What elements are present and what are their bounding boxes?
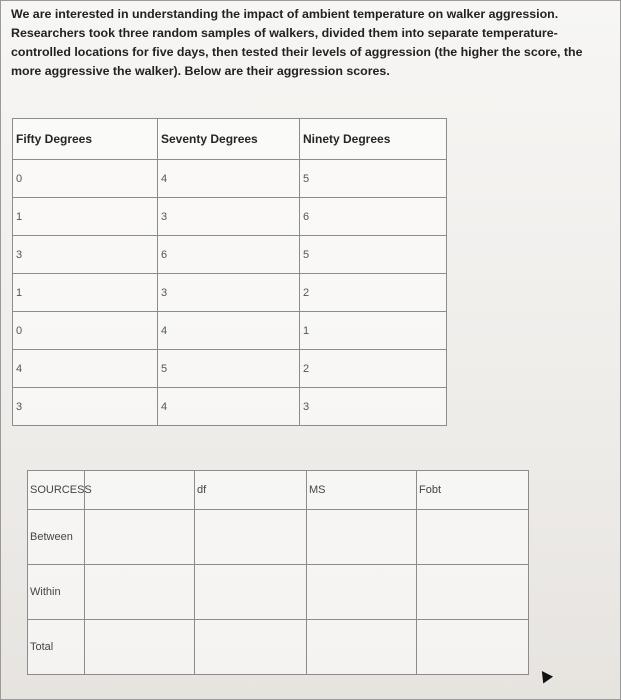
header-seventy-degrees: Seventy Degrees (158, 119, 300, 160)
header-df: df (195, 471, 307, 510)
score-cell: 3 (13, 236, 158, 274)
score-cell: 4 (13, 350, 158, 388)
header-fobt: Fobt (417, 471, 529, 510)
table-header-row (13, 119, 447, 160)
score-cell: 3 (300, 388, 447, 426)
score-cell: 1 (13, 198, 158, 236)
score-cell: 2 (300, 274, 447, 312)
source-label-within: Within (28, 565, 85, 620)
table-row (13, 198, 447, 236)
aggression-scores-table (12, 118, 447, 426)
anova-header-source-ss (28, 471, 92, 510)
empty-cell (195, 510, 307, 565)
anova-summary-table (27, 470, 529, 675)
score-cell: 0 (13, 160, 158, 198)
score-cell: 3 (158, 274, 300, 312)
score-cell: 4 (158, 160, 300, 198)
anova-header-row (28, 471, 529, 510)
table-row (13, 350, 447, 388)
score-cell: 6 (158, 236, 300, 274)
score-cell: 4 (158, 312, 300, 350)
score-cell: 3 (13, 388, 158, 426)
source-label-between: Between (28, 510, 85, 565)
score-cell: 5 (300, 236, 447, 274)
empty-cell (85, 565, 195, 620)
header-ninety-degrees: Ninety Degrees (300, 119, 447, 160)
empty-cell (307, 620, 417, 675)
table-row (13, 236, 447, 274)
header-fifty-degrees: Fifty Degrees (13, 119, 158, 160)
source-label-total: Total (28, 620, 85, 675)
empty-cell (417, 510, 529, 565)
table-row (13, 388, 447, 426)
empty-cell (307, 510, 417, 565)
anova-row-within (28, 565, 529, 620)
table-row (13, 160, 447, 198)
header-ms: MS (307, 471, 417, 510)
score-cell: 2 (300, 350, 447, 388)
score-cell: 1 (13, 274, 158, 312)
empty-cell (195, 565, 307, 620)
empty-cell (307, 565, 417, 620)
empty-cell (417, 565, 529, 620)
empty-cell (85, 510, 195, 565)
empty-cell (85, 471, 195, 510)
header-source: SOURCE (30, 484, 78, 496)
empty-cell (85, 620, 195, 675)
anova-row-between (28, 510, 529, 565)
problem-statement: We are interested in understanding the impact of ambient temperature on walker aggression. Researchers took three random samples of walkers, divided them into separate temperature-controlled locations for five days, then tested their levels of aggression (the higher the score, the more aggressive the walker). Below are their aggression scores. (11, 7, 583, 78)
score-cell: 4 (158, 388, 300, 426)
table-row (13, 274, 447, 312)
anova-row-total (28, 620, 529, 675)
score-cell: 0 (13, 312, 158, 350)
empty-cell (195, 620, 307, 675)
score-cell: 5 (300, 160, 447, 198)
table-row (13, 312, 447, 350)
empty-cell (417, 620, 529, 675)
header-ss: SS (77, 484, 92, 496)
score-cell: 5 (158, 350, 300, 388)
arrow-cursor-icon (537, 668, 553, 684)
score-cell: 3 (158, 198, 300, 236)
score-cell: 1 (300, 312, 447, 350)
score-cell: 6 (300, 198, 447, 236)
